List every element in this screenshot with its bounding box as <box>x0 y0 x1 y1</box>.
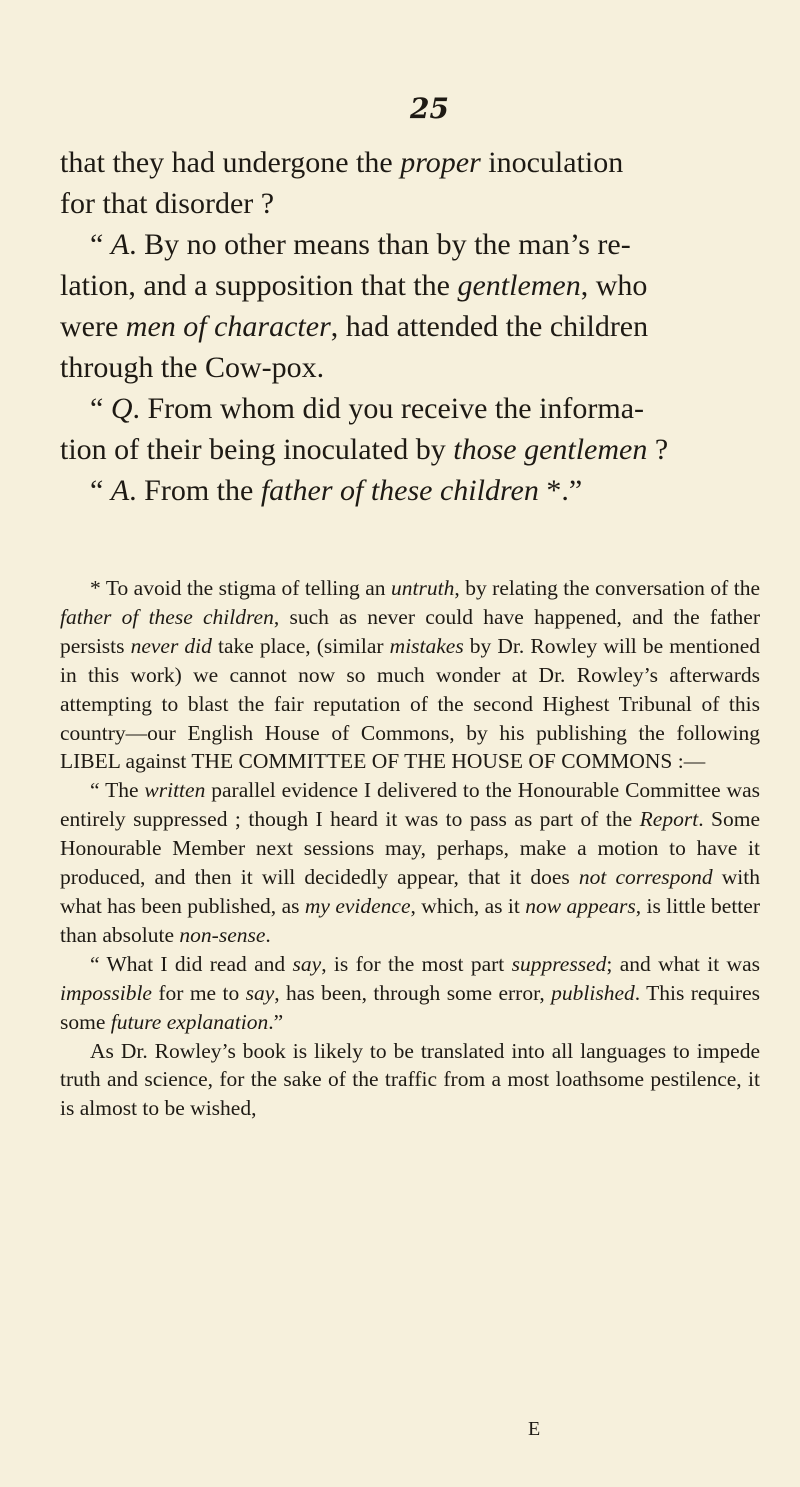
italic-text: Q <box>110 392 133 425</box>
italic-text: future explanation <box>110 1009 269 1034</box>
italic-text: my evidence <box>304 893 411 918</box>
italic-text: published <box>551 980 635 1005</box>
italic-text: those gentlemen <box>453 433 648 466</box>
italic-text: men of character <box>125 310 331 343</box>
footnote-paragraph: “ The written parallel evidence I delivered to the Honourable Committee was entirely suppressed ; though I heard it was to pass as part of the Report. Some Honourable Member next sessions may, perhaps, make a motion to have it produced, and then it will decidedly appear, that it does not correspond with what has been published, as my evidence, which, as it now appears, is little better than absolute non-sense. <box>60 778 760 947</box>
italic-text: say <box>245 980 275 1005</box>
text-line: tion of their being inoculated by those gentlemen ? <box>60 433 669 466</box>
text-line: that they had undergone the proper inoculation <box>60 146 624 179</box>
italic-text: impossible <box>60 980 152 1005</box>
italic-text: gentlemen <box>457 269 581 302</box>
italic-text: Report <box>639 807 699 832</box>
italic-text: non-sense <box>179 922 266 947</box>
italic-text: now appears <box>525 893 636 918</box>
italic-text: never did <box>130 633 212 658</box>
italic-text: A <box>110 474 130 507</box>
text-line: “ Q. From whom did you receive the informa- <box>90 392 645 425</box>
footnote <box>60 574 760 1123</box>
text-line: were men of character, had attended the children <box>60 310 649 343</box>
text-line: lation, and a supposition that the gentlemen, who <box>60 269 648 302</box>
italic-text: written <box>144 778 206 803</box>
footnote-paragraph: As Dr. Rowley’s book is likely to be translated into all languages to impede truth and science, for the sake of the traffic from a most loathsome pestilence, it is almost to be wished, <box>60 1038 760 1121</box>
italic-text: say <box>292 951 322 976</box>
italic-text: mistakes <box>389 633 464 658</box>
main-text <box>60 142 760 511</box>
italic-text: father of these children <box>60 604 274 629</box>
italic-text: untruth <box>391 576 455 600</box>
italic-text: proper <box>400 146 481 179</box>
text-line: “ A. From the father of these children *.” <box>90 474 583 507</box>
text-line: through the Cow-pox. <box>60 351 325 384</box>
italic-text: suppressed <box>511 951 607 976</box>
italic-text: father of these children <box>260 474 539 507</box>
footnote-paragraph: “ What I did read and say, is for the most part suppressed; and what it was impossible for me to say, has been, through some error, published. This requires some future explanation.” <box>60 951 760 1034</box>
text-line: “ A. By no other means than by the man’s re- <box>90 228 631 261</box>
page-number: 25 <box>410 92 449 125</box>
text-line: for that disorder ? <box>60 187 275 220</box>
italic-text: A <box>110 228 130 261</box>
signature-mark: E <box>528 1418 541 1440</box>
italic-text: not correspond <box>578 865 713 890</box>
footnote-paragraph: * To avoid the stigma of telling an untruth, by relating the conversation of the father of these children, such as never could have happened, and the father persists never did take place, (similar mistakes by Dr. Rowley will be mentioned in this work) we cannot now so much wonder at Dr. Rowley’s afterwards attempting to blast the fair reputation of the second Highest Tribunal of this country—our English House of Commons, by his publishing the following LIBEL against THE COMMITTEE OF THE HOUSE OF COMMONS :— <box>60 576 761 774</box>
